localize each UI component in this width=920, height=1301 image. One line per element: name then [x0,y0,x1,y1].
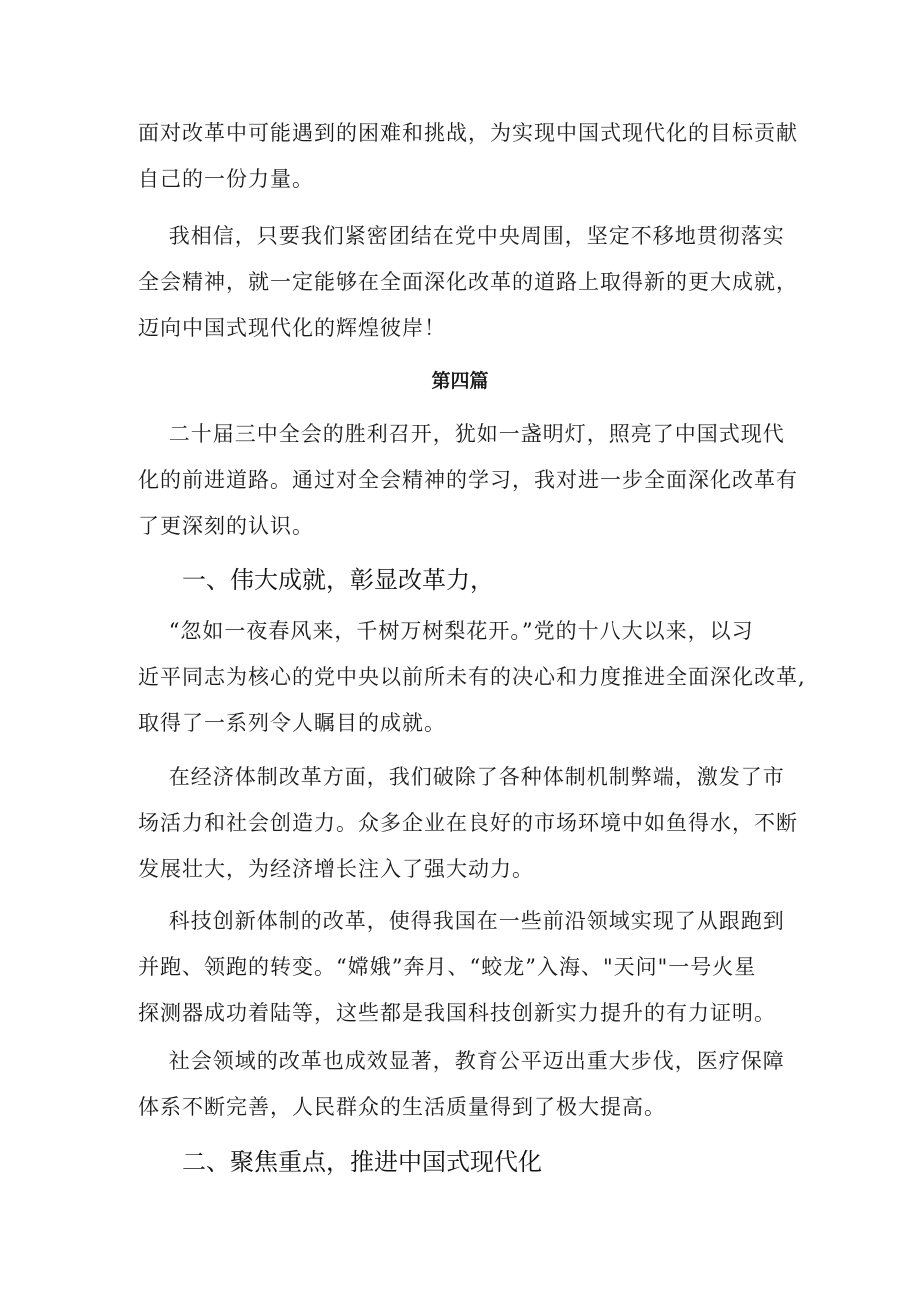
section-heading-2: 二、聚焦重点，推进中国式现代化 [182,1148,542,1176]
section-heading-1: 一、伟大成就，彰显改革力， [182,566,494,594]
article-title: 第四篇 [431,370,489,392]
paragraph-line: 我相信，只要我们紧密团结在党中央周围，坚定不移地贯彻落实 [138,224,785,248]
paragraph-1 [138,110,798,202]
paragraph-line: 化的前进道路。通过对全会精神的学习，我对进一步全面深化改革有 [138,468,798,492]
paragraph-line: 发展壮大，为经济增长注入了强大动力。 [138,857,534,881]
paragraph-line: 迈向中国式现代化的辉煌彼岸！ [138,316,446,340]
paragraph-6 [138,898,790,1036]
paragraph-line: “忽如一夜春风来，千树万树梨花开。”党的十八大以来，以习 [138,619,754,643]
paragraph-line: 社会领域的改革也成效显著，教育公平迈出重大步伐，医疗保障 [138,1049,785,1073]
paragraph-line: 了更深刻的认识。 [138,514,314,538]
paragraph-line: 近平同志为核心的党中央以前所未有的决心和力度推进全面深化改革, [138,665,806,689]
paragraph-line: 在经济体制改革方面，我们破除了各种体制机制弊端，激发了市 [138,765,785,789]
paragraph-2 [138,213,798,351]
paragraph-line: 取得了一系列令人瞩目的成就。 [138,711,446,735]
paragraph-line: 全会精神，就一定能够在全面深化改革的道路上取得新的更大成就， [138,270,798,294]
paragraph-3 [138,411,798,549]
paragraph-line: 自己的一份力量。 [138,167,314,191]
paragraph-4 [138,608,806,746]
paragraph-line: 体系不断完善，人民群众的生活质量得到了极大提高。 [138,1095,666,1119]
paragraph-5 [138,754,798,892]
paragraph-line: 探测器成功着陆等，这些都是我国科技创新实力提升的有力证明。 [138,1001,776,1025]
paragraph-line: 科技创新体制的改革，使得我国在一些前沿领域实现了从跟跑到 [138,909,785,933]
paragraph-line: 并跑、领跑的转变。“嫦娥”奔月、“蛟龙”入海、"天问"一号火星 [138,955,757,979]
paragraph-line: 场活力和社会创造力。众多企业在良好的市场环境中如鱼得水，不断 [138,811,798,835]
paragraph-line: 二十届三中全会的胜利召开，犹如一盏明灯，照亮了中国式现代 [138,422,785,446]
paragraph-7 [138,1038,790,1130]
paragraph-line: 面对改革中可能遇到的困难和挑战，为实现中国式现代化的目标贡献 [138,121,798,145]
